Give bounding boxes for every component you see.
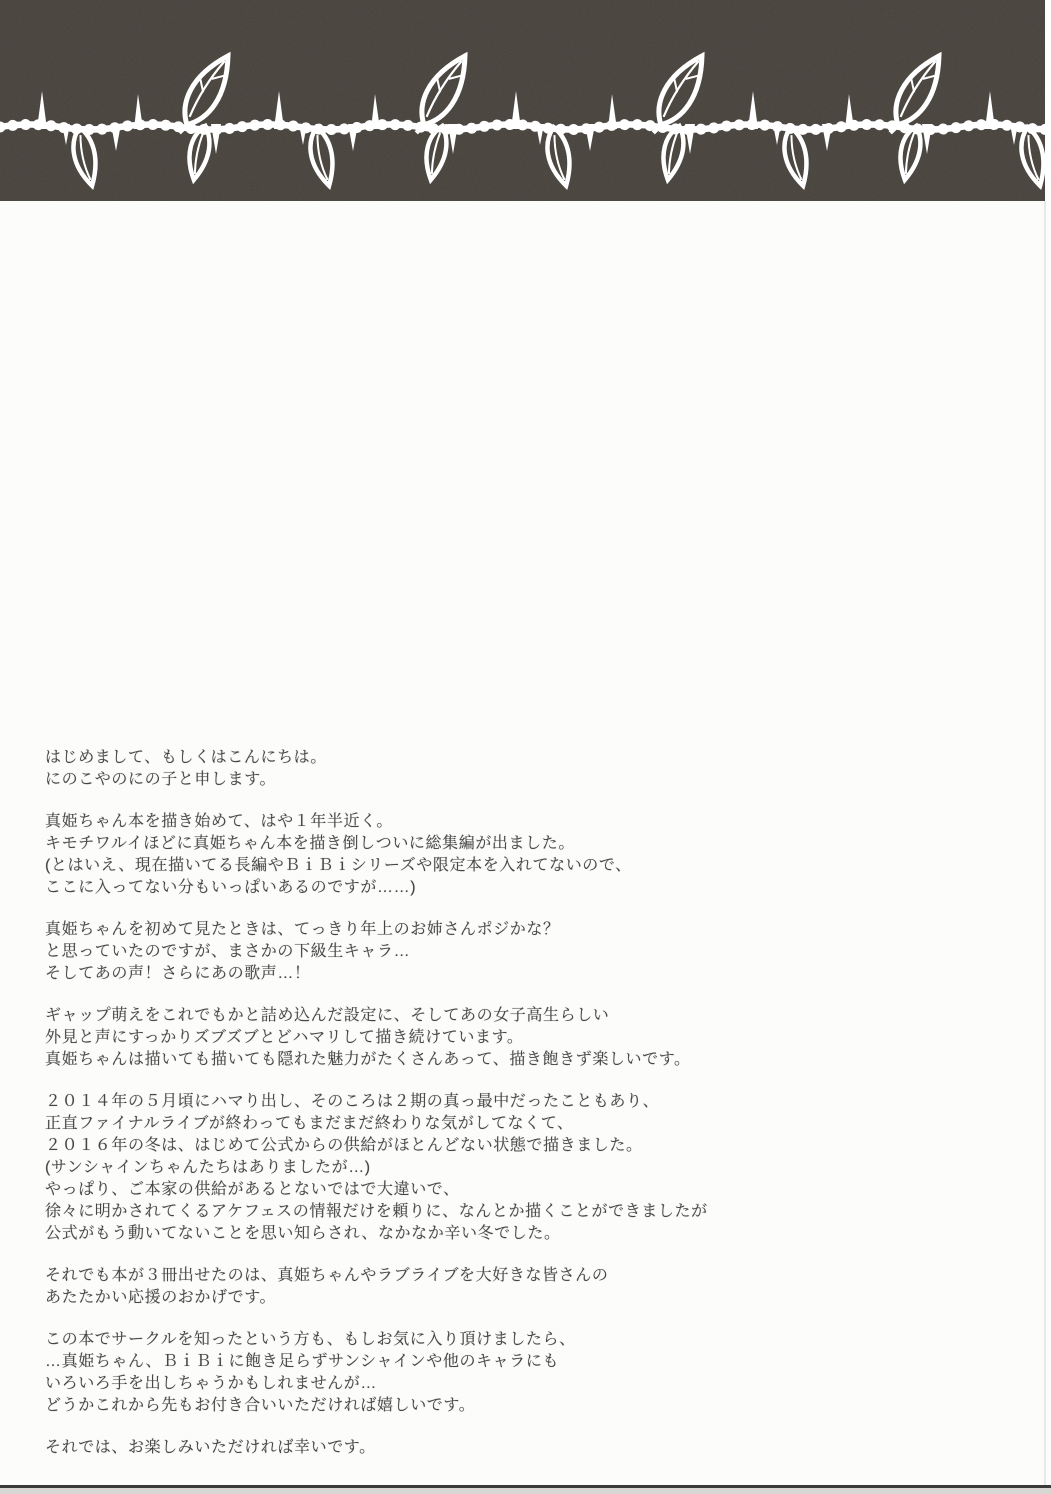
- afterword-paragraph: [45, 1005, 1005, 1071]
- right-scan-edge: [1044, 201, 1046, 1485]
- afterword-paragraph: [45, 1265, 1005, 1309]
- text-line: そしてあの声！さらにあの歌声…！: [45, 965, 311, 982]
- afterword-paragraph: [45, 747, 1005, 791]
- text-line: どうかこれから先もお付き合いいただければ嬉しいです。: [45, 1397, 476, 1414]
- text-line: ２０１６年の冬は、はじめて公式からの供給がほとんどない状態で描きました。: [45, 1137, 643, 1154]
- text-line: この本でサークルを知ったという方も、もしお気に入り頂けましたら、: [45, 1331, 576, 1348]
- text-line: 公式がもう動いてないことを思い知らされ、なかなか辛い冬でした。: [45, 1225, 561, 1242]
- text-line: やっぱり、ご本家の供給があるとないではで大違いで、: [45, 1181, 460, 1198]
- page-bottom-strip: [0, 1488, 1051, 1494]
- text-line: あたたかい応援のおかげです。: [45, 1289, 277, 1306]
- afterword-paragraph: [45, 811, 1005, 899]
- afterword-paragraph: [45, 1437, 1005, 1459]
- text-line: それでも本が３冊出せたのは、真姫ちゃんやラブライブを大好きな皆さんの: [45, 1267, 609, 1284]
- text-line: 正直ファイナルライブが終わってもまだまだ終わりな気がしてなくて、: [45, 1115, 574, 1132]
- text-line: と思っていたのですが、まさかの下級生キャラ…: [45, 943, 411, 960]
- text-line: …真姫ちゃん、ＢｉＢｉに飽き足らずサンシャインや他のキャラにも: [45, 1353, 560, 1370]
- text-line: (とはいえ、現在描いてる長編やＢｉＢｉシリーズや限定本を入れてないので、: [45, 857, 632, 874]
- text-line: キモチワルイほどに真姫ちゃん本を描き倒しついに総集編が出ました。: [45, 835, 575, 852]
- afterword-paragraph: [45, 919, 1005, 985]
- decorative-border-band: [0, 0, 1051, 201]
- text-line: 外見と声にすっかりズブズブとどハマリして描き続けています。: [45, 1029, 524, 1046]
- text-line: にのこやのにの子と申します。: [45, 771, 277, 788]
- text-line: はじめまして、もしくはこんにちは。: [45, 749, 327, 766]
- text-line: いろいろ手を出しちゃうかもしれませんが…: [45, 1375, 378, 1392]
- text-line: ここに入ってない分もいっぱいあるのですが……): [45, 879, 417, 896]
- thorn-vine-leaf-border-icon: [0, 0, 1051, 201]
- text-line: 徐々に明かされてくるアケフェスの情報だけを頼りに、なんとか描くことができましたが: [45, 1203, 708, 1220]
- afterword-text-block: [45, 747, 1005, 1479]
- text-line: 真姫ちゃんを初めて見たときは、てっきり年上のお姉さんポジかな？: [45, 921, 560, 938]
- afterword-paragraph: [45, 1091, 1005, 1245]
- text-line: ギャップ萌えをこれでもかと詰め込んだ設定に、そしてあの女子高生らしい: [45, 1007, 610, 1024]
- text-line: 真姫ちゃんは描いても描いても隠れた魅力がたくさんあって、描き飽きず楽しいです。: [45, 1051, 691, 1068]
- afterword-paragraph: [45, 1329, 1005, 1417]
- text-line: 真姫ちゃん本を描き始めて、はや１年半近く。: [45, 813, 393, 830]
- text-line: それでは、お楽しみいただければ幸いです。: [45, 1439, 376, 1456]
- text-line: ２０１４年の５月頃にハマり出し、そのころは２期の真っ最中だったこともあり、: [45, 1093, 660, 1110]
- text-line: (サンシャインちゃんたちはありましたが…): [45, 1159, 371, 1176]
